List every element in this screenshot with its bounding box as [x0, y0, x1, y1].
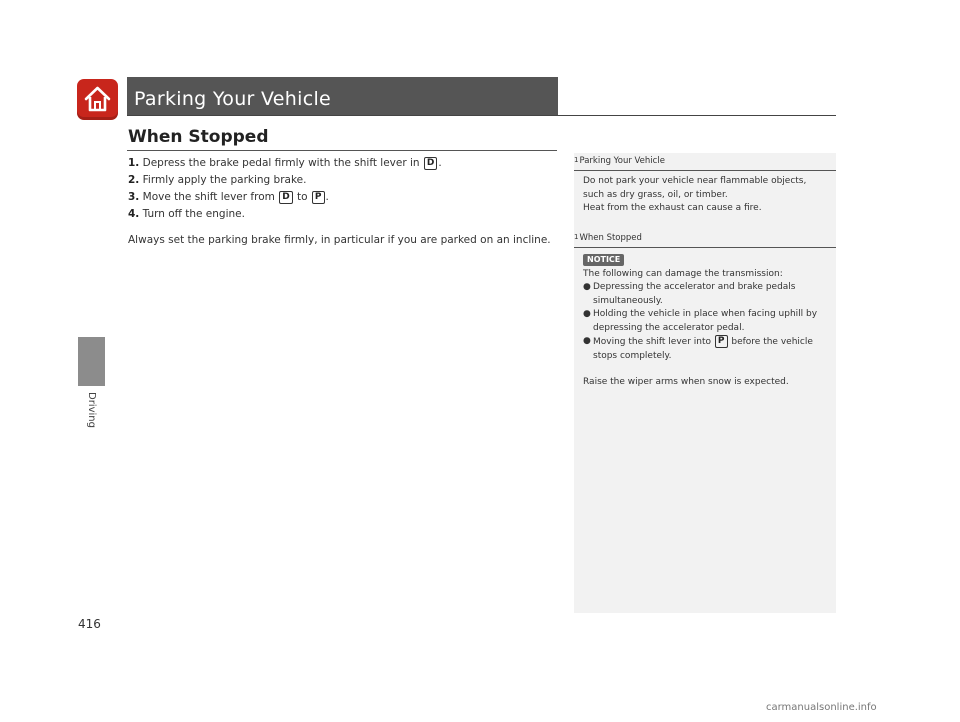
- page-number: 416: [78, 617, 101, 631]
- title-divider: [127, 115, 836, 116]
- bullet-icon: ●: [583, 309, 591, 319]
- note-marker: 1: [574, 156, 579, 164]
- body-paragraph: Always set the parking brake firmly, in particular if you are parked on an incline.: [128, 234, 551, 246]
- step-item: 1. Depress the brake pedal firmly with the shift lever in D .: [128, 157, 442, 169]
- shift-key-d: D: [279, 191, 292, 204]
- step-item: 2. Firmly apply the parking brake.: [128, 174, 307, 186]
- shift-key-p: P: [715, 335, 728, 348]
- shift-key-p: P: [312, 191, 325, 204]
- notes-sidebar: [574, 153, 836, 613]
- page-title: Parking Your Vehicle: [134, 88, 332, 110]
- note-body: NOTICE The following can damage the transmission: ● Depressing the accelerator and brake pedals simultaneously. ● Holding the vehicle in place when facing uphill by depressing the accelerator pedal. ● Moving the shift lever into P before the vehicle stops completely. Raise the wiper arms when snow is expected.: [583, 255, 818, 387]
- list-item: ● Depressing the accelerator and brake pedals simultaneously.: [583, 282, 796, 306]
- note-body: Do not park your vehicle near flammable objects, such as dry grass, oil, or timber. Heat from the exhaust can cause a fire.: [583, 176, 807, 213]
- watermark: carmanualsonline.info: [766, 702, 877, 713]
- bullet-icon: ●: [583, 282, 591, 292]
- step-item: 4. Turn off the engine.: [128, 208, 245, 220]
- list-item: ● Moving the shift lever into P before the vehicle stops completely.: [583, 336, 813, 361]
- step-item: 3. Move the shift lever from D to P .: [128, 191, 329, 203]
- home-button[interactable]: [77, 79, 118, 120]
- step-list: [128, 155, 558, 223]
- list-item: ● Holding the vehicle in place when facing uphill by depressing the accelerator pedal.: [583, 309, 818, 333]
- note-marker: 1: [574, 233, 579, 241]
- notice-badge: NOTICE: [583, 254, 624, 266]
- home-icon: [82, 84, 113, 115]
- section-heading: When Stopped: [128, 127, 269, 147]
- chapter-tab[interactable]: [78, 337, 105, 386]
- bullet-icon: ●: [583, 336, 591, 346]
- note-title[interactable]: 1Parking Your Vehicle: [574, 156, 836, 171]
- page-title-bar: [127, 77, 558, 115]
- chapter-tab-label: Driving: [86, 392, 97, 428]
- shift-key-d: D: [424, 157, 437, 170]
- note-title[interactable]: 1When Stopped: [574, 233, 836, 248]
- section-divider: [127, 150, 557, 151]
